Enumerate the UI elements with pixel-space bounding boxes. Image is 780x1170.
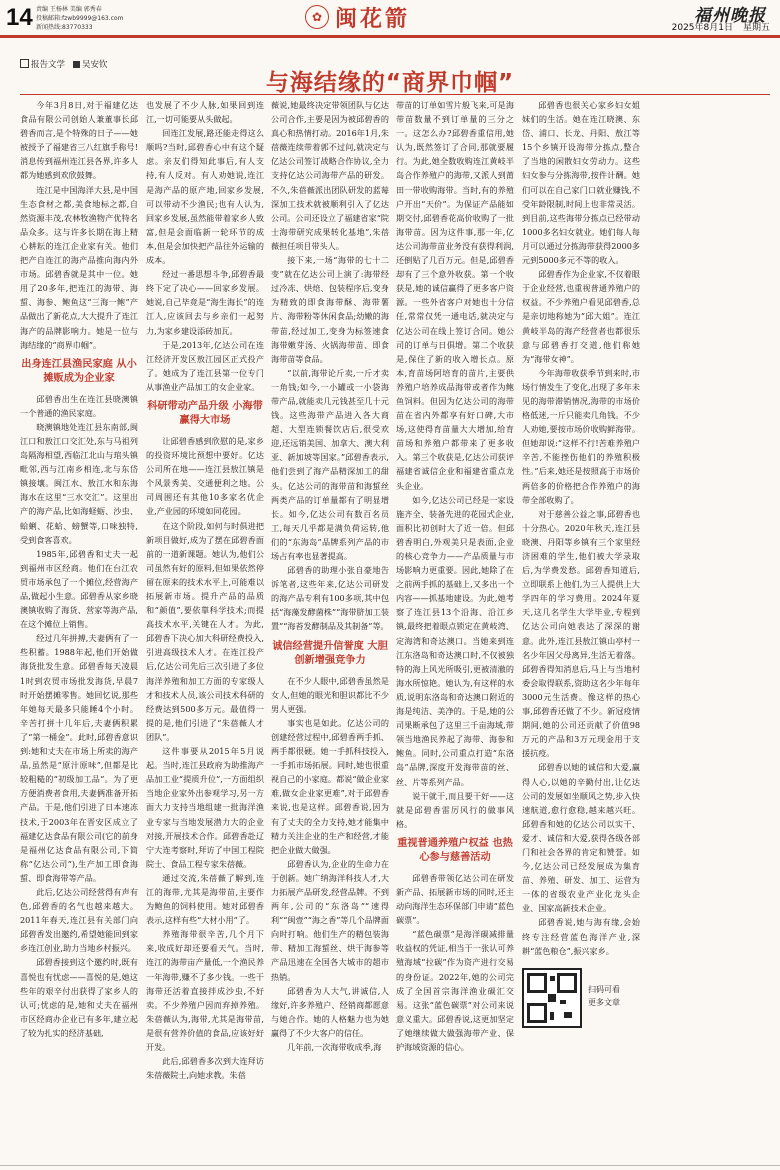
paragraph: 邱碧香认为,企业的生命力在于创新。她广纳海洋科技人才,大力拓展产品研发,经营品牌。不到两年,公司的“东洛岛”“速得利”“闽壹”“海之香”等几个品牌面向时打响。他们生产的精包装海带、精加工海蜇丝、烘干海参等产品迅速在全国各大城市的超市热销。: [271, 858, 389, 982]
article-column-3: [271, 98, 389, 1054]
issue-date: 2025年8月1日: [671, 23, 733, 33]
qr-block: [522, 964, 640, 1028]
column-title-text: 闽花箭: [335, 5, 411, 32]
byline: [20, 58, 108, 70]
paragraph: 养殖海带很辛苦,几个月下来,收成好却还要看天气。当时,连江的海带亩产量低,一个渔民养一年海带,赚不了多少钱。一些干海带还活着直接拌成沙虫,不好卖。不少养殖户因而弃掉养殖。朱蓓薇认为,海带,尤其是海带苗,是很有营养价值的食品,应该好好开发。: [146, 929, 264, 1052]
article-column-1: [20, 98, 138, 1040]
qr-caption: 扫码可看 更多文章: [588, 984, 620, 1007]
paragraph: 对于慈善公益之事,邱碧香也十分热心。2020年秋天,连江县晓澳、丹阳等乡镇有三个家里经济困难的学生,他们被大学录取后,为学费发愁。邱碧香知道后,立即联系上他们,为三人提供上大学四年的学习费用。2024年夏天,这几名学生大学毕业,专程到亿达公司向她表达了深深的谢意。此外,连江县敖江镇山亭村一名少年因父母离异,生活无着落。邱碧香得知消息后,马上与当地村委会取得联系,资助这名少年每年3000元生活费。像这样的热心事,邱碧香还做了不少。新冠疫情期间,她的公司还贡献了价值98万元的产品和3万元现金用于支援抗疫。: [522, 508, 640, 759]
paragraph: 在不少人眼中,邱碧香虽然是女人,但她的眼光和胆识都比不少男人更强。: [271, 675, 389, 714]
paragraph: 这件事要从2015年5月说起。当时,连江县政府为助推海产品加工业“提质升位”,一方面组织当地企业家外出参观学习,另一方面大力支持当地组建一批海洋渔业专家与当地发展潜力大的企业对接,开展技术合作。邱碧香赴辽宁大连考察时,拜访了中国工程院院士、食品工程专家朱蓓薇。: [146, 746, 264, 869]
page-number: 14: [6, 4, 33, 31]
paragraph: 薇说,她最终决定带领团队与亿达公司合作,主要是因为被邱碧香的真心和热情打动。2016年1月,朱蓓薇连续带着郭不过问,就决定与亿达公司签订战略合作协议,全力支持亿达公司海带产品的研发。不久,朱蓓薇派出团队研发的蓝莓深加工技术就被顺利引入了亿达公司。公司还设立了福建省家“院士海带研究成果转化基地”,朱蓓薇担任项目带头人。: [271, 100, 389, 251]
paragraph: 1985年,邱碧香和丈夫一起到福州市区经商。他们在台江农贸市场承包了一个摊位,经营海产品,做起小生意。邱碧香从家乡晓澳镇收购了海货、营家等海产品,在这个摊位上销售。: [20, 548, 138, 630]
article-column-4: [396, 98, 514, 1054]
subheading: 科研带动产品升级 小海带赢得大市场: [147, 400, 263, 426]
paragraph: “以前,海带论斤卖,一斤才卖一角钱;如今,一小罐或一小袋海带产品,就能卖几元钱甚至几十元钱。这些海带产品进入各大商超、大型连锁餐饮店后,很受欢迎,还远销美国、加拿大、澳大利亚、新加坡等国家。”邱碧香表示,他们尝到了海产品精深加工的甜头。亿达公司的海带苗和海蜇丝两类产品的订单量都有了明显增长。如今,亿达公司有数百名员工,每天几乎都是满负荷运转,他们的“东海岛”品牌系列产品的市场占有率也显著提高。: [271, 367, 389, 561]
paragraph: 几年前,一次海带收成季,海: [287, 1042, 382, 1052]
paragraph: “蓝色碳票”是海洋碳减排量收益权的凭证,相当于一张认可养殖海域“拉碳”作为资产进行交易的身份证。2022年,她的公司完成了全国首宗海洋渔业碳汇交易。这张“蓝色碳票”对公司来说意义重大。邱碧香说,这更加坚定了她继续做大做强海带产业、保护海域资源的信心。: [396, 929, 514, 1052]
paragraph: 晓澳镇地处连江县东南部,闽江口和敖江口交汇处,东与马祖列岛隔海相望,西临江北山与琯头镇毗邻,西与江南乡相连,北与东岱镇接壤。闽江水、敖江水和东海海水在这里“三水交汇”。这里出产的海产品,比如海蛏蛎、沙虫、蛤蜊、花蛤、螃蟹等,口味独特,受到食客喜欢。: [20, 421, 138, 545]
article-column-2: [146, 98, 264, 1082]
author-label: 吴安钦: [73, 58, 108, 70]
paragraph: 也发展了不少人脉,如果回到连江,一切可能要从头做起。: [146, 100, 264, 125]
paragraph: 让邱碧香感到欣慰的是,家乡的投资环境比预想中要好。亿达公司所在地——连江县敖江镇是个风景秀美、交通便利之地。公司周围还有其他10多家名优企业,产业园的环境如同花园。: [146, 435, 264, 517]
empty-square-icon: [20, 59, 29, 68]
dateline: [672, 20, 770, 33]
paragraph: 说干就干,而且要干好——这就是邱碧香雷厉风行的做事风格。: [396, 790, 514, 829]
paragraph: 通过交流,朱蓓薇了解到,连江的海带,尤其是海带苗,主要作为鲍鱼的饲料使用。她对邱碧香表示,这样有些“大材小用”了。: [146, 872, 264, 926]
paragraph: 今年海带收获季节到来时,市场行情发生了变化,出现了多年未见的海带滞销情况,海带的市场价格低迷,一斤只能卖几角钱。不少人劝她,要按市场价收购鲜海带。但她却说:“这样不行!苦难养殖户辛苦,不能挫伤他们的养殖积极性。”后来,她还是按照高于市场价两倍多的价格把合作养殖户的海带全部收购了。: [522, 367, 640, 505]
editor-line: 责编 王杨林 美编 郭秀春: [36, 6, 102, 13]
news-hotline: 新闻热线:83770333: [36, 24, 93, 31]
paragraph: 邱碧香的助理小张自豪地告诉笔者,这些年来,亿达公司研发的海产品专利有100多项,其中包括“海藻发酵菌株”“海带脐加工装置”“海苔发酵制品及其制备”等。: [271, 565, 389, 632]
paragraph: 邱碧香说,她与海有缘,会始终专注经营蓝色海洋产业,深耕“蓝色粮仓”,振兴家乡。: [522, 917, 640, 956]
paragraph: 带苗的订单如雪片般飞来,可是海带苗数量不到订单量的三分之一。这怎么办?邱碧香重信用,她认为,既然签订了合同,那就要履行。为此,她全数收购连江黄岐半岛合作养殖户的海带,又派人到莆田一带收购海带。当时,有的养殖户开出“天价”。为保证产品能如期交付,邱碧香花高价收购了一批海带苗。因为这件事,那一年,亿达公司海带苗业务没有获得利润,还倒贴了几百万元。但是,邱碧香却有了三个意外收获。第一个收获是,她的诚信赢得了更多客户资源。一些外省客户对她也十分信任,常常仅凭一通电话,就决定与亿达公司在线上签订合同。她公司的订单与日俱增。第二个收获是,保住了新的收入增长点。原本,育苗场阿培育的苗片,主要供养殖户培养成品海带或者作为鲍鱼饲料。但因为亿达公司的海带苗在省内外都享有好口碑,大市场,这使得育苗量大大增加,给育苗场和养殖户都带来了更多收入。第三个收获是,亿达公司获评福建省诚信企业和福建省重点龙头企业。: [396, 100, 514, 491]
paragraph: 如今,亿达公司已经是一家设施齐全、装备先进的花园式企业,面积比初创时大了近一倍。但邱碧香明白,外观美只是表面,企业的核心竞争力——产品质量与市场影响力更重要。因此,她除了在之前两手抓的基础上,又多出一个内容——抓基地建设。为此,她考察了连江县13个沿海、沿江乡镇,最终把着眼点锁定在黄岐湾、定海湾和奇达澳口。当她来到连江东洛岛和奇达澳口时,不仅被独特的海上风光所吸引,更被清澈的海水所惊艳。她认为,有这样的水质,说明东洛岛和奇达澳口附近的海是纯洁、美净的。于是,她的公司果断承包了这里三千亩海域,带领当地渔民养起了海带、海参和鲍鱼。同时,公司重点打造“东洛岛”品牌,深度开发海带苗的丝、丝、片等系列产品。: [396, 494, 514, 787]
paragraph: 连江是中国海洋大县,是中国生态食材之都,美食地标之都,自然资源丰茂,农林牧渔物产优特名品众多。这与许多长期在海上精心耕耘的连江企业家有关。他们把产自连江的海产品推向海内外市场。邱碧香就是其中一位。她用了20多年,把连江的海带、海蜇、海参、鲍鱼这“三海一鲍”产品做出了新花点,大大提升了连江海产的品牌影响力。她是一位与海结缘的“商界巾帼”。: [20, 184, 138, 350]
paragraph: 此后,亿达公司经营得有声有色,邱碧香的名气也越来越大。2011年春天,连江县有关部门向邱碧香发出邀约,希望她能回到家乡连江创业,助力当地乡村振兴。: [20, 886, 138, 954]
paragraph: 今年3月8日,对于福建亿达食品有限公司创始人兼董事长邱碧香而言,是个特殊的日子——她被授予了福建省三八红旗手称号!消息传到福州连江县各界,许多人都为她感到欢欣鼓舞。: [20, 100, 138, 181]
article-headline: 与海结缘的“商界巾帼”: [265, 70, 515, 96]
paragraph: 于是,2013年,亿达公司在连江经济开发区敖江园区正式投产了。她成为了连江县第一位专门从事渔业产品加工的女企业家。: [146, 339, 264, 392]
paragraph: 事实也是如此。亿达公司的创建经营过程中,邱碧香两手抓、两手都很硬。她一手抓科技投入,一手抓市场拓展。同时,她也很重视自己的小家庭。都说“做企业家难,做女企业家更难”,对于邱碧香来说,也是这样。邱碧香说,因为有了丈夫的全力支持,她才能集中精力关注企业的生产和经营,才能把企业做大做强。: [271, 717, 389, 855]
qr-code[interactable]: [522, 968, 582, 1028]
subheading: 重视普通养殖户权益 也热心参与慈善活动: [397, 837, 513, 863]
paragraph: 经过一番思想斗争,邱碧香最终下定了决心——回家乡发展。她说,自己毕竟是“海生海长”的连江人,应该回去与乡亲们一起努力,为家乡建设添砖加瓦。: [146, 269, 264, 336]
paragraph: 经过几年拼搏,夫妻俩有了一些积蓄。1988年起,他们开始做海货批发生意。邱碧香每天凌晨1时到农贸市场批发海货,早晨7时开始摆摊零售。她回忆说,那些年她每天最多只能睡4个小时。辛苦打拼十几年后,夫妻俩积累了“第一桶金”。此时,邱碧香意识到:她和丈夫在市场上所卖的海产品,虽然是“原汁原味”,但都是比较粗糙的“初级加工品”。为了更方便消费者食用,夫妻俩准备开拓产品。于是,他们引进了日本速冻技术,于2003年在晋安区成立了福建亿达食品有限公司(它的前身是福州亿达食品有限公司,下简称“亿达公司”),生产加工即食海蜇、即食海带等产品。: [20, 633, 138, 883]
article-column-5: [522, 98, 640, 1028]
paragraph: 邱碧香作为企业家,不仅着眼于企业经营,也重视普通养殖户的权益。不少养殖户看见邱碧香,总是亲切地称她为“邱大姐”。连江黄岐半岛的海产经营者也都很乐意与邱碧香打交道,他们称她为“海带女神”。: [522, 269, 640, 364]
column-title: [305, 2, 410, 32]
paragraph: 接下来,一场“海带的七十二变”就在亿达公司上演了:海带经过冷冻、烘焙、包装程序后,变身为精致的即食海带酥、海带薯片、海带粉等休闲食品;幼嫩的海带苗,经过加工,变身为标签速食海带嫩芽汤、火锅海带苗、即食海带苗等食品。: [271, 255, 389, 364]
paragraph: 邱碧香出生在连江县晓澳镇一个普通的渔民家庭。: [20, 393, 138, 418]
paragraph: 邱碧香以她的诚信和大爱,赢得人心,以她的辛勤付出,让亿达公司的发展如坐顺风之势,步入快速航道,愈行愈稳,越来越兴旺。邱碧香和她的亿达公司以实干、爱才、诚信和大爱,获得各级各部门和社会各界的肯定和赞誉。如今,亿达公司已经发展成为集育苗、养殖、研发、加工、运营为一体的省级农业产业化龙头企业、国家高新技术企业。: [522, 762, 640, 914]
paragraph: 邱碧香接到这个邀约时,既有喜悦也有忧虑——喜悦的是,她这些年的艰辛付出获得了家乡人的认可;忧虑的是,她和丈夫在福州市区经商办企业已有多年,建立起了较为扎实的经济基础,: [20, 957, 138, 1038]
flower-icon: ✿: [305, 5, 329, 29]
masthead-divider: [0, 35, 780, 38]
subheading: 诚信经营提升信誉度 大胆创新增强竞争力: [272, 640, 388, 666]
submission-email: 投稿邮箱:fzwb9999@163.com: [36, 15, 124, 22]
issue-weekday: 星期五: [742, 23, 770, 33]
paragraph: 在这个阶段,如何与时俱进把新项目做好,成为了摆在邱碧香面前的一道新课题。她认为,他们公司虽然有好的原料,但如果依然停留在原来的技术水平上,可能难以拓展新市场。提升产品的品质和“颜值”,要依靠科学技术;而提高技术水平,关键在人才。为此,邱碧香下决心加大科研经费投入,引进高级技术人才。在连江投产后,亿达公司先后三次引进了多位海洋养殖和加工方面的专家级人才和技术人员,该公司技术科研的经费达到500多万元。最值得一提的是,他们引进了“朱蓓薇人才团队”。: [146, 520, 264, 742]
headline-divider: [20, 94, 770, 95]
paragraph: 邱碧香也很关心家乡妇女姐妹们的生活。她在连江晓澳、东岱、浦口、长龙、丹阳、敖江等15个乡镇开设海带分拣点,整合了当地的闲散妇女劳动力。这些妇女参与分拣海带,按件计酬。她们可以在自己家门口就业赚钱,不受年龄限制,时间上也非常灵活。到目前,这些海带分拣点已经带动1000多名妇女就业。她们每人每月可以通过分拣海带获得2000多元到5000多元不等的收入。: [522, 100, 640, 266]
genre-label: 报告文学: [20, 58, 65, 70]
masthead: [0, 0, 780, 36]
paragraph: 邱碧香为人大气,讲诚信,人缘好,许多养殖户、经销商都愿意与她合作。她的人格魅力也为她赢得了不少大客户的信任。: [271, 985, 389, 1038]
paper-name: 福州晚报: [694, 6, 766, 26]
paragraph: 邱碧香带领亿达公司在研发新产品、拓展新市场的同时,还主动向海洋生态环保部门申请“蓝色碳票”。: [396, 872, 514, 926]
paragraph: 此后,邱碧香多次到大连拜访朱蓓薇院士,向她求教。朱蓓: [146, 1056, 264, 1081]
filled-square-icon: [73, 61, 80, 68]
page-bottom-rule: [0, 1165, 780, 1166]
subheading: 出身连江县渔民家庭 从小摊贩成为企业家: [21, 358, 137, 384]
editor-info: [36, 5, 123, 32]
paragraph: 回连江发展,路还能走得这么顺吗?当时,邱碧香心中有这个疑虑。亲友们得知此事后,有人支持,有人反对。有人劝她说,连江是海产品的原产地,回家乡发展,可以带动不少渔民;也有人认为,回家乡发展,虽然能带着家乡人致富,但是会面临新一轮环节的成本,但是会加快把产品往外运输的成本。: [146, 128, 264, 266]
